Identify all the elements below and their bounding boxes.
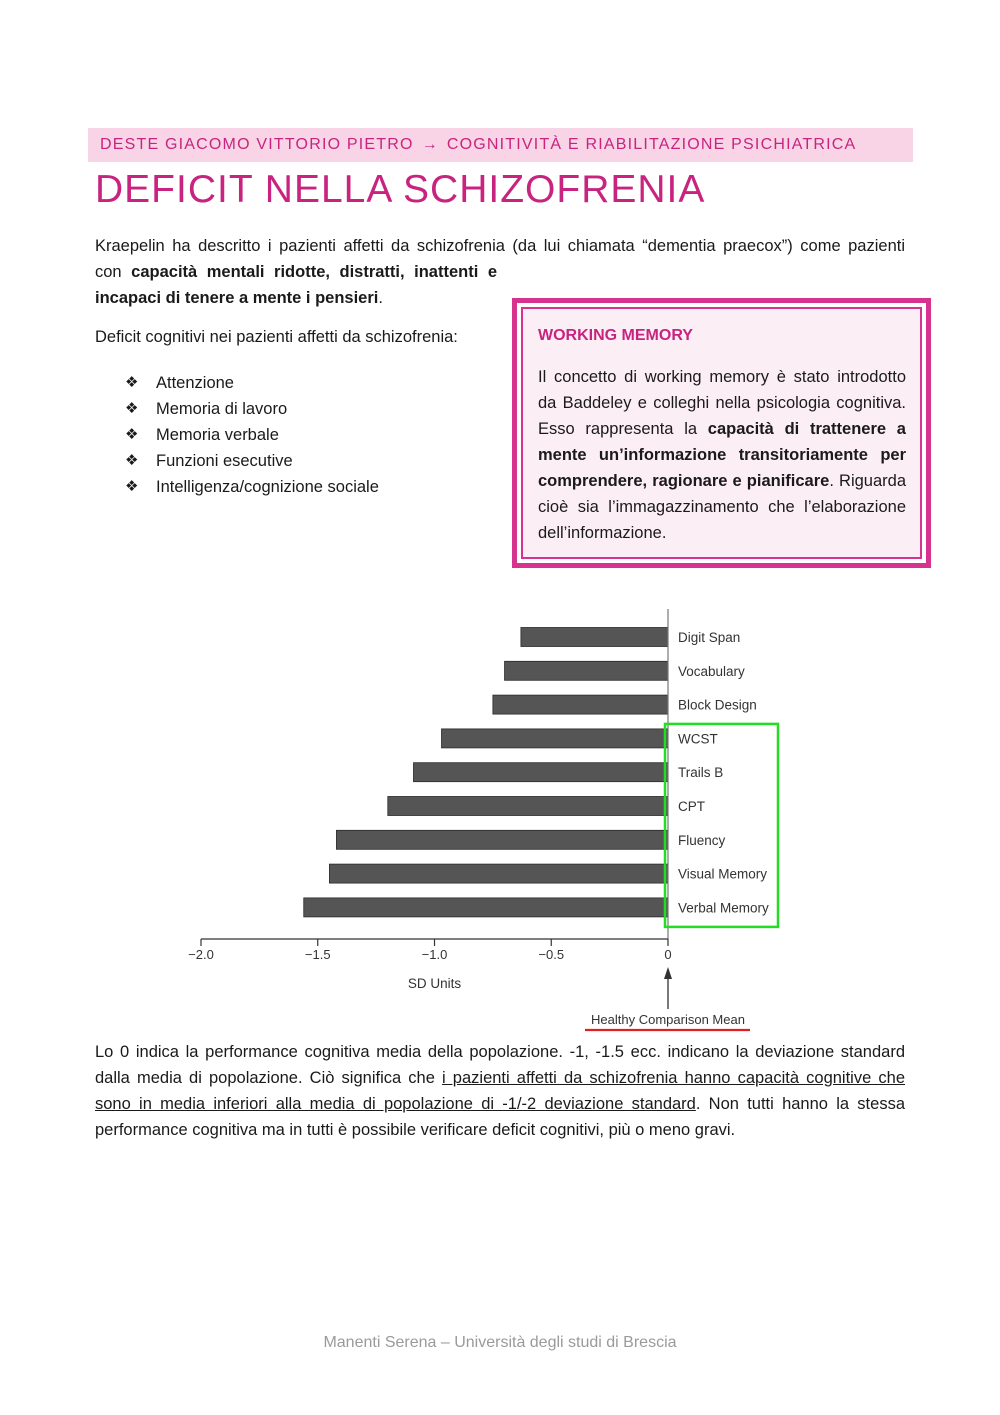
diamond-bullet-icon: ❖: [125, 400, 139, 417]
chart-category-label: Visual Memory: [678, 866, 768, 882]
chart-bar: [413, 763, 668, 782]
list-item: [125, 448, 379, 474]
list-item-label: Memoria di lavoro: [156, 400, 288, 418]
chart-category-label: Digit Span: [678, 630, 741, 645]
working-memory-box: [512, 298, 931, 568]
chart-category-label: Trails B: [678, 765, 724, 781]
conclusion-text-b: . Non tutti hanno la stessa performance cognitiva ma in tutti è possibile verificare deficit cognitivi, più o meno gravi.: [95, 1095, 905, 1139]
x-axis-tick-label: −2.0: [188, 947, 214, 962]
chart-category-label: Vocabulary: [678, 663, 745, 679]
working-memory-text: [538, 364, 906, 546]
list-item-label: Intelligenza/cognizione sociale: [156, 478, 379, 496]
reference-label: Healthy Comparison Mean: [591, 1012, 745, 1027]
working-memory-title: WORKING MEMORY: [538, 327, 693, 344]
chart-bar: [329, 864, 668, 883]
chart-category-label: Fluency: [678, 832, 726, 848]
list-item: [125, 370, 379, 396]
chart-category-label: Verbal Memory: [678, 900, 769, 916]
chart-bar: [442, 729, 668, 748]
header-course: COGNITIVITÀ E RIABILITAZIONE PSICHIATRICA: [446, 136, 857, 153]
page-footer: Manenti Serena – Università degli studi di Brescia: [323, 1334, 677, 1351]
chart-category-label: WCST: [678, 731, 718, 747]
deficits-list: [125, 370, 379, 500]
chart-bar: [304, 898, 668, 917]
intro-line-2: [95, 259, 497, 285]
chart-bar: [493, 695, 668, 714]
working-memory-inner: [521, 307, 922, 559]
conclusion-paragraph: [95, 1039, 905, 1143]
conclusion-text-a: Lo 0 indica la performance cognitiva media della popolazione. -1, -1.5 ecc. indicano la deviazione standard dalla media di popolazione. Ciò significa che: [95, 1043, 905, 1087]
deficits-intro: Deficit cognitivi nei pazienti affetti da schizofrenia:: [95, 328, 458, 346]
list-item-label: Memoria verbale: [156, 426, 279, 444]
sd-units-chart: [170, 605, 810, 1035]
chart-bar: [336, 830, 668, 849]
diamond-bullet-icon: ❖: [125, 478, 139, 495]
list-item: [125, 422, 379, 448]
arrow-up-icon: [664, 967, 672, 979]
working-memory-text-b: . Riguarda cioè sia l’immagazzinamento che l’elaborazione dell’informazione.: [538, 472, 906, 542]
x-axis-label: SD Units: [407, 976, 462, 991]
chart-category-label: Block Design: [678, 697, 757, 713]
diamond-bullet-icon: ❖: [125, 426, 139, 443]
diamond-bullet-icon: ❖: [125, 374, 139, 391]
list-item: [125, 396, 379, 422]
intro-line-2-bold: capacità mentali ridotte, distratti, inattenti e: [131, 263, 497, 281]
x-axis-tick-label: −0.5: [538, 947, 565, 962]
chart-bar: [505, 661, 668, 680]
list-item-label: Attenzione: [156, 374, 234, 392]
page-title: DEFICIT NELLA SCHIZOFRENIA: [95, 168, 706, 211]
chart-bar: [521, 628, 668, 647]
x-axis-tick-label: 0: [664, 947, 672, 962]
highlight-box: [665, 724, 778, 927]
chart-svg: [170, 605, 810, 1035]
list-item: [125, 474, 379, 500]
arrow-right-icon: →: [421, 136, 439, 153]
working-memory-text-a: Il concetto di working memory è stato introdotto da Baddeley e colleghi nella psicologia cognitiva. Esso rappresenta la: [538, 368, 906, 438]
chart-category-label: CPT: [678, 799, 705, 814]
diamond-bullet-icon: ❖: [125, 452, 139, 469]
intro-line-3-tail: .: [378, 289, 383, 307]
chart-bar: [388, 797, 668, 816]
x-axis-tick-label: −1.5: [304, 947, 331, 962]
intro-line-2-lead: con: [95, 263, 122, 281]
intro-line-1: Kraepelin ha descritto i pazienti affetti da schizofrenia (da lui chiamata “dementia praecox”) come pazienti: [95, 237, 905, 255]
header-author: DESTE GIACOMO VITTORIO PIETRO: [100, 136, 414, 153]
working-memory-text-bold: capacità di trattenere a mente un’informazione transitoriamente per comprendere, ragionare e pianificare: [538, 420, 906, 490]
intro-line-3-bold: incapaci di tenere a mente i pensieri: [95, 289, 379, 307]
x-axis-tick-label: −1.0: [421, 947, 448, 962]
conclusion-underlined-text: i pazienti affetti da schizofrenia hanno capacità cognitive che sono in media inferiori alla media di popolazione di -1/-2 deviazione standard: [95, 1069, 905, 1113]
list-item-label: Funzioni esecutive: [156, 452, 293, 470]
header-bar: [88, 128, 913, 162]
